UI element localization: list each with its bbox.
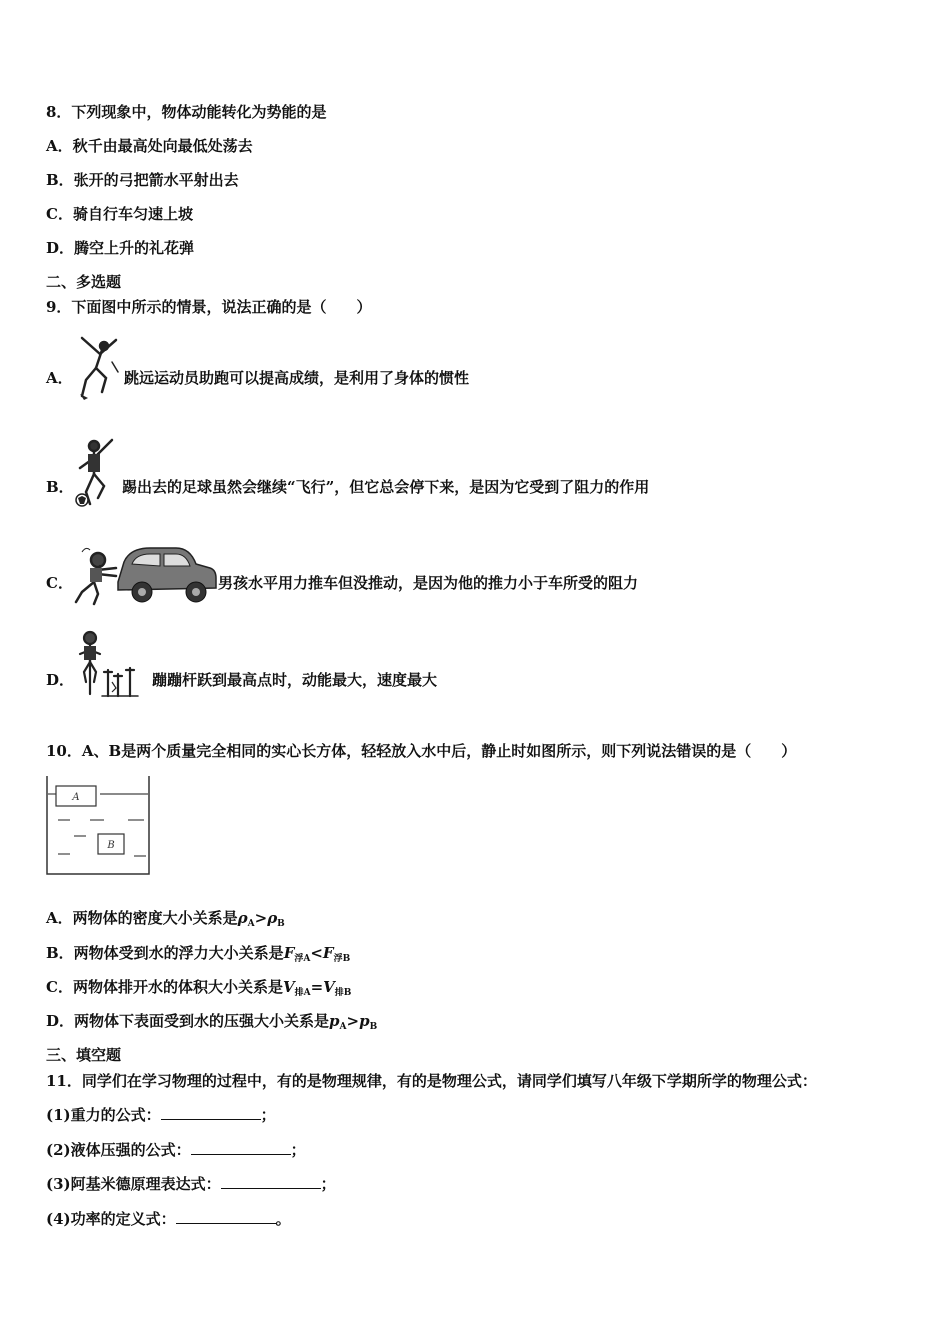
q11-item-1 xyxy=(46,1104,276,1125)
variable: F xyxy=(283,944,295,962)
q9-option-b-text: 踢出去的足球虽然会继续“飞行”，但它总会停下来，是因为它受到了阻力的作用 xyxy=(122,478,650,496)
q11-item-4 xyxy=(46,1208,291,1229)
q10-option-a xyxy=(46,908,285,934)
q11-item-2 xyxy=(46,1139,306,1160)
q8-option-b: B．张开的弓把箭水平射出去 xyxy=(46,171,239,189)
answer-blank[interactable] xyxy=(191,1139,291,1155)
punctuation: ； xyxy=(260,1106,276,1124)
q11-item-label: (4)功率的定义式： xyxy=(46,1210,176,1228)
q11-stem: 11．同学们在学习物理的过程中，有的是物理规律，有的是物理公式，请同学们填写八年级下学期所学的物理公式： xyxy=(46,1072,817,1090)
variable: p xyxy=(359,1012,370,1030)
q10-option-d-prefix: D．两物体下表面受到水的压强大小关系是 xyxy=(46,1012,330,1030)
subscript: 浮B xyxy=(333,954,351,964)
q10-stem: 10．A、B是两个质量完全相同的实心长方体，轻轻放入水中后，静止时如图所示，则下列说法错误的是（ ） xyxy=(46,742,797,760)
answer-blank[interactable] xyxy=(221,1173,321,1189)
q11-item-label: (2)液体压强的公式： xyxy=(46,1141,191,1159)
subscript: A xyxy=(247,919,255,929)
q9-option-c-text: 男孩水平用力推车但没推动，是因为他的推力小于车所受的阻力 xyxy=(218,574,639,592)
punctuation: ； xyxy=(290,1141,306,1159)
punctuation: ； xyxy=(320,1175,336,1193)
block-b-label: B xyxy=(107,840,115,851)
water-container-figure xyxy=(44,774,154,878)
subscript: 排B xyxy=(334,988,352,998)
block-a-label: A xyxy=(72,792,80,803)
pogo-stick-icon xyxy=(72,630,152,702)
punctuation: 。 xyxy=(275,1210,291,1228)
soccer-kick-icon xyxy=(72,434,122,510)
q11-item-3 xyxy=(46,1173,336,1194)
q9-option-d-text: 蹦蹦杆跃到最高点时，动能最大，速度最大 xyxy=(152,671,438,689)
q10-option-b-prefix: B．两物体受到水的浮力大小关系是 xyxy=(46,944,284,962)
variable: V xyxy=(282,978,295,996)
section-heading-fill-in: 三、填空题 xyxy=(46,1046,122,1064)
operator: > xyxy=(346,1012,360,1030)
variable: p xyxy=(329,1012,340,1030)
variable: F xyxy=(322,944,334,962)
q10-option-d xyxy=(46,1011,377,1037)
q8-stem: 8．下列现象中，物体动能转化为势能的是 xyxy=(46,103,327,121)
q10-option-b xyxy=(46,943,350,969)
answer-blank[interactable] xyxy=(161,1104,261,1120)
long-jumper-icon xyxy=(72,332,124,402)
q10-option-a-prefix: A．两物体的密度大小关系是 xyxy=(46,909,238,927)
q8-option-d: D．腾空上升的礼花弹 xyxy=(46,239,195,257)
q8-option-c: C．骑自行车匀速上坡 xyxy=(46,205,193,223)
operator: > xyxy=(254,909,268,927)
rho-symbol: ρ xyxy=(267,909,278,927)
variable: V xyxy=(323,978,335,996)
rho-symbol: ρ xyxy=(237,909,248,927)
q9-option-c-label: C． xyxy=(46,574,73,592)
answer-blank[interactable] xyxy=(176,1208,276,1224)
q11-item-label: (1)重力的公式： xyxy=(46,1106,161,1124)
q9-option-a-text: 跳远运动员助跑可以提高成绩，是利用了身体的惯性 xyxy=(124,369,470,387)
q9-option-a-label: A． xyxy=(46,369,73,387)
q10-option-c xyxy=(46,977,351,1003)
subscript: 排A xyxy=(294,988,311,998)
q9-option-d-label: D． xyxy=(46,671,75,689)
q8-option-a: A．秋千由最高处向最低处荡去 xyxy=(46,137,253,155)
subscript: 浮A xyxy=(294,954,311,964)
subscript: B xyxy=(277,919,285,929)
subscript: B xyxy=(369,1022,378,1032)
q9-stem: 9．下面图中所示的情景，说法正确的是（ ） xyxy=(46,298,372,316)
q9-option-b-label: B． xyxy=(46,478,74,496)
boy-pushing-car-icon xyxy=(72,542,218,608)
q11-item-label: (3)阿基米德原理表达式： xyxy=(46,1175,221,1193)
operator: = xyxy=(310,978,324,996)
operator: < xyxy=(310,944,323,962)
section-heading-multiple-choice: 二、多选题 xyxy=(46,273,122,291)
subscript: A xyxy=(339,1022,347,1032)
q10-option-c-prefix: C．两物体排开水的体积大小关系是 xyxy=(46,978,283,996)
